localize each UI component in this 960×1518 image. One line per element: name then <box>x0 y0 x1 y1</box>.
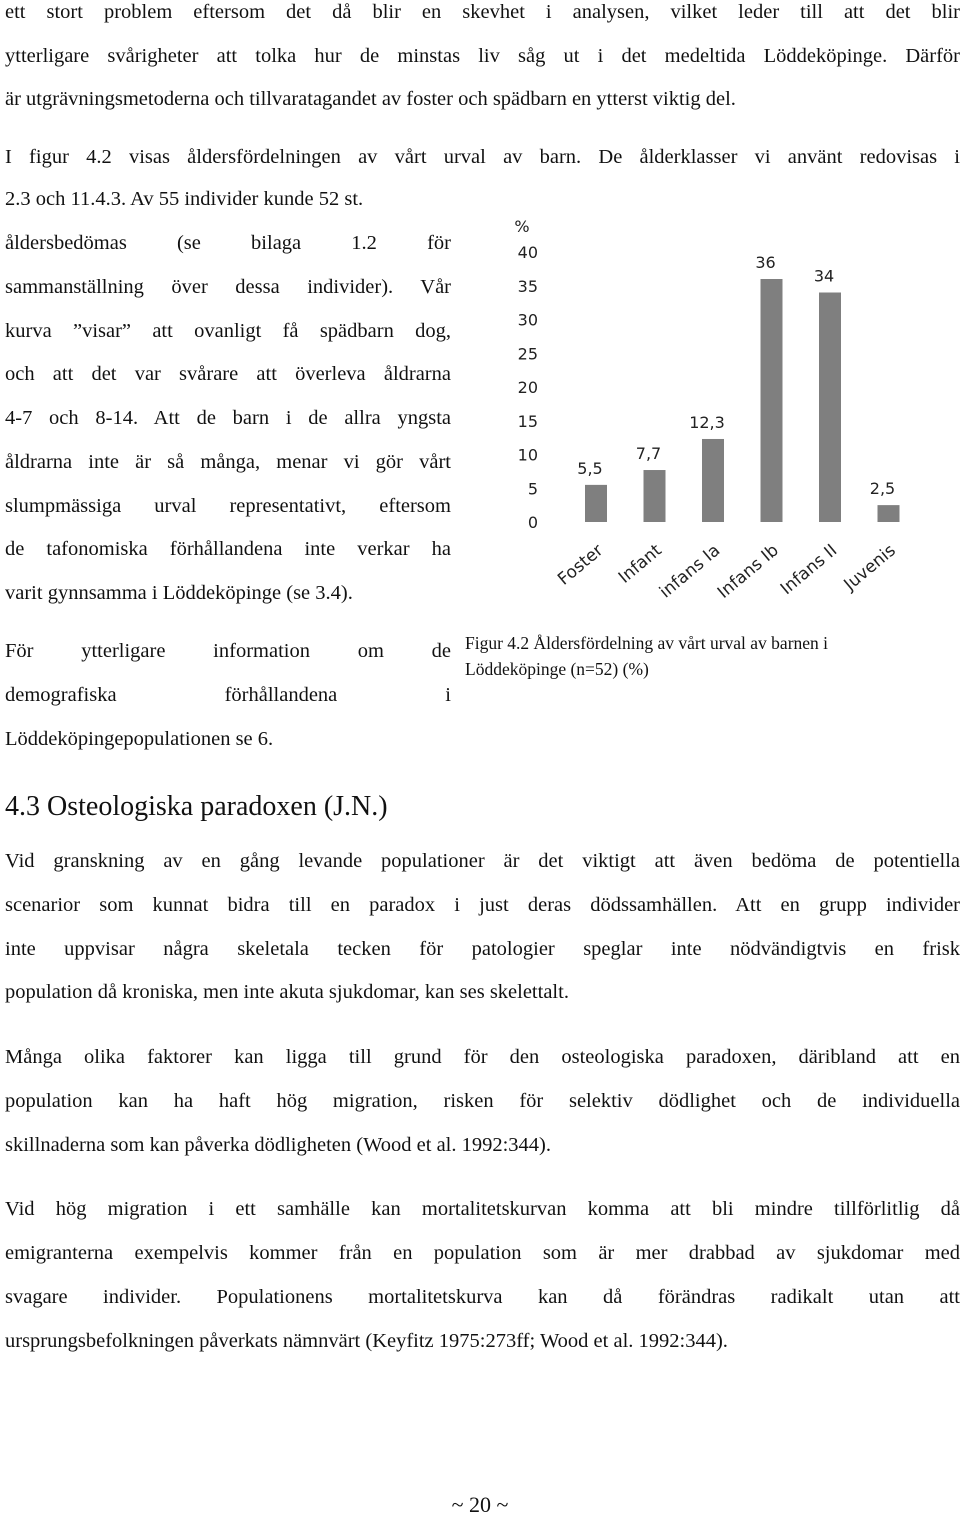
bar <box>761 279 783 522</box>
text-line: Vid granskning av en gång levande populationer är det viktigt att även bedöma de potentiella <box>5 850 960 872</box>
text-line: emigranterna exempelvis kommer från en population som är mer drabbad av sjukdomar med <box>5 1242 960 1264</box>
section-heading: 4.3 Osteologiska paradoxen (J.N.) <box>5 791 388 822</box>
x-tick-label: Infant <box>614 540 666 588</box>
y-tick-label: 40 <box>517 243 538 262</box>
text-line: skillnaderna som kan påverka dödligheten (Wood et al. 1992:344). <box>5 1134 552 1156</box>
text-line: de tafonomiska förhållandena inte verkar ha <box>5 538 451 560</box>
page-number: ~ 20 ~ <box>451 1492 509 1517</box>
text-line: varit gynnsamma i Löddeköpinge (se 3.4). <box>5 582 353 604</box>
text-line: svagare individer. Populationens mortalitetskurva kan då förändras radikalt utan att <box>5 1286 960 1308</box>
y-tick-label: 25 <box>517 344 538 364</box>
text-line: För ytterligare information om de <box>5 640 451 662</box>
age-distribution-chart <box>460 210 960 620</box>
text-line: population då kroniska, men inte akuta sjukdomar, kan ses skelettalt. <box>5 981 569 1003</box>
data-label: 12,3 <box>689 412 725 432</box>
text-line: ett stort problem eftersom det då blir en skevhet i analysen, vilket leder till att det blir <box>5 1 960 23</box>
y-tick-label: 20 <box>517 378 538 397</box>
text-line: 4-7 och 8-14. Att de barn i de allra yngsta <box>5 407 451 429</box>
data-label: 5,5 <box>577 458 603 478</box>
x-tick-label: Infans II <box>776 540 842 600</box>
bar <box>702 439 724 522</box>
bar <box>819 293 841 523</box>
text-line: åldrarna inte är så många, menar vi gör vårt <box>5 451 451 473</box>
text-line: ytterligare svårigheter att tolka hur de minstas liv såg ut i det medeltida Löddeköpinge. Därför <box>5 45 960 67</box>
text-line: demografiska förhållandena i <box>5 684 451 706</box>
bar <box>644 470 666 522</box>
x-tick-label: Juvenis <box>840 540 900 595</box>
y-tick-label: 30 <box>517 310 538 330</box>
text-line: Vid hög migration i ett samhälle kan mortalitetskurvan komma att bli mindre tillförlitlig då <box>5 1198 960 1220</box>
x-tick-label: Foster <box>554 540 608 590</box>
text-line: är utgrävningsmetoderna och tillvaratagandet av foster och spädbarn en ytterst viktig del. <box>5 88 736 110</box>
y-tick-label: 10 <box>517 445 538 465</box>
text-line: sammanställning över dessa individer). Vår <box>5 276 451 298</box>
text-line: 2.3 och 11.4.3. Av 55 individer kunde 52 st. <box>5 188 364 210</box>
x-tick-label: infans Ia <box>655 540 725 603</box>
y-tick-label: 15 <box>517 411 538 431</box>
text-line: och att det var svårare att överleva åldrarna <box>5 363 451 385</box>
text-line: I figur 4.2 visas åldersfördelningen av vårt urval av barn. De ålderklasser vi använt redovisas i <box>5 146 960 168</box>
text-line: population kan ha haft hög migration, risken för selektiv dödlighet och de individuella <box>5 1090 960 1112</box>
bar <box>878 505 900 522</box>
text-line: inte uppvisar några skeletala tecken för patologier speglar inte nödvändigtvis en frisk <box>5 938 960 960</box>
caption-line: Löddeköpinge (n=52) (%) <box>465 659 649 679</box>
x-axis-ticks <box>554 540 900 602</box>
bar <box>585 485 607 522</box>
caption-line: Figur 4.2 Åldersfördelning av vårt urval av barnen i <box>465 633 829 653</box>
y-tick-label: 0 <box>527 513 538 532</box>
y-axis-label: % <box>514 217 530 236</box>
text-line: slumpmässiga urval representativt, eftersom <box>5 495 451 517</box>
data-label: 34 <box>813 266 835 286</box>
bars <box>585 279 900 522</box>
data-label: 2,5 <box>869 479 896 499</box>
y-tick-label: 35 <box>517 276 538 296</box>
text-line: kurva ”visar” att ovanligt få spädbarn dog, <box>5 320 451 342</box>
data-label: 7,7 <box>635 444 662 464</box>
y-axis-ticks <box>518 243 538 532</box>
y-tick-label: 5 <box>527 479 538 499</box>
text-line: scenarior som kunnat bidra till en paradox i just deras dödssamhällen. Att en grupp individer <box>5 894 960 916</box>
text-line: ursprungsbefolkningen påverkats nämnvärt (Keyfitz 1975:273ff; Wood et al. 1992:344). <box>5 1330 728 1352</box>
text-line: åldersbedömas (se bilaga 1.2 för <box>5 232 451 254</box>
text-line: Många olika faktorer kan ligga till grund för den osteologiska paradoxen, däribland att en <box>5 1046 960 1068</box>
data-label: 36 <box>755 253 776 272</box>
text-line: Löddeköpingepopulationen se 6. <box>5 728 274 750</box>
x-tick-label: Infans Ib <box>713 540 783 603</box>
data-labels <box>577 253 895 498</box>
